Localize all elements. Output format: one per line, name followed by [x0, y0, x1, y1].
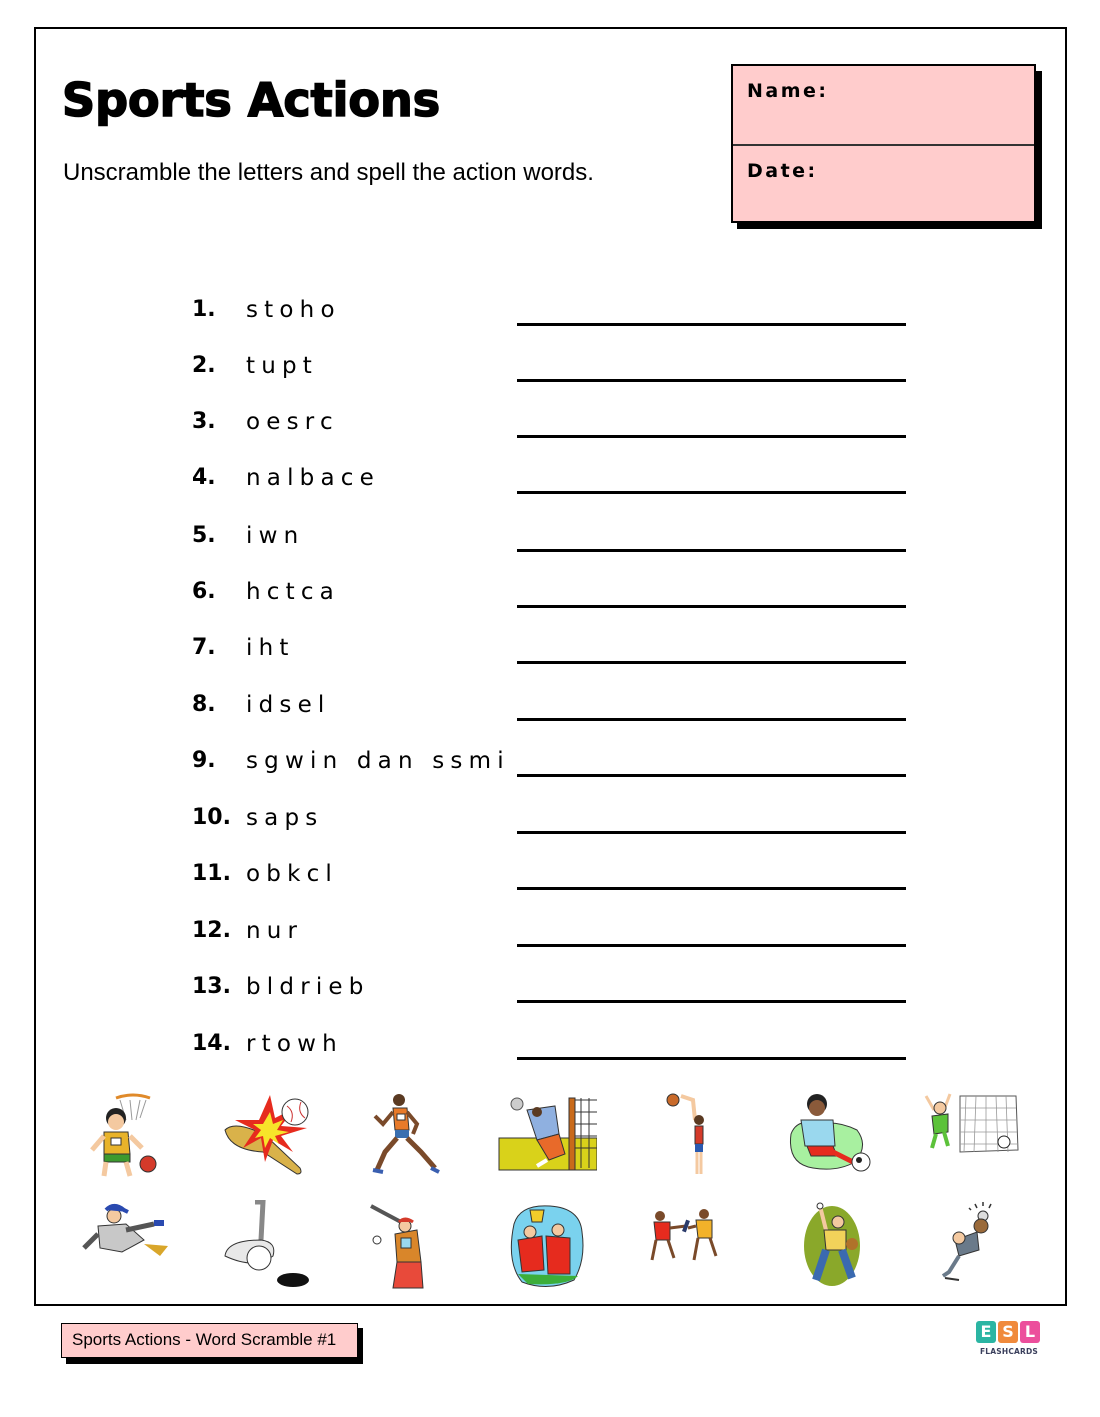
answer-line[interactable] [517, 549, 906, 552]
scrambled-word: tupt [246, 353, 319, 379]
date-field[interactable] [733, 144, 1034, 222]
answer-line[interactable] [517, 323, 906, 326]
date-label: Date: [747, 159, 818, 182]
baseball-catch-icon [925, 1200, 1025, 1290]
question-item [192, 859, 912, 899]
question-item [192, 577, 912, 617]
question-number: 2. [192, 353, 216, 378]
question-number: 13. [192, 974, 231, 999]
question-item [192, 295, 912, 335]
question-number: 4. [192, 465, 216, 490]
question-number: 5. [192, 523, 216, 548]
answer-line[interactable] [517, 718, 906, 721]
basketball-dribble-icon [78, 1090, 178, 1180]
basketball-shoot-icon [635, 1090, 735, 1180]
question-number: 10. [192, 805, 231, 830]
scrambled-word: obkcl [246, 861, 339, 887]
question-item [192, 407, 912, 447]
name-label: Name: [747, 80, 829, 102]
question-item [192, 690, 912, 730]
answer-line[interactable] [517, 831, 906, 834]
baseball-batter-swing-icon [357, 1200, 457, 1290]
baseball-pitcher-throw-icon [780, 1200, 880, 1290]
question-number: 6. [192, 579, 216, 604]
scrambled-word: nalbace [246, 465, 380, 491]
scrambled-word: nur [246, 918, 304, 944]
answer-line[interactable] [517, 605, 906, 608]
question-number: 1. [192, 297, 216, 322]
name-date-box [731, 64, 1036, 223]
scrambled-word: iwn [246, 523, 305, 549]
answer-line[interactable] [517, 379, 906, 382]
question-item [192, 521, 912, 561]
runner-icon [355, 1090, 455, 1180]
team-win-trophy-icon [498, 1200, 598, 1290]
name-field[interactable] [733, 66, 1034, 144]
logo-subtitle: FLASHCARDS [979, 1347, 1039, 1356]
footer-label: Sports Actions - Word Scramble #1 [61, 1323, 358, 1358]
relay-baton-pass-icon [640, 1200, 740, 1290]
instructions-text: Unscramble the letters and spell the action words. [63, 159, 594, 186]
question-number: 7. [192, 635, 216, 660]
answer-line[interactable] [517, 887, 906, 890]
logo-tile-l: L [1020, 1321, 1040, 1343]
scrambled-word: stoho [246, 297, 341, 323]
scrambled-word: bldrieb [246, 974, 370, 1000]
golf-putt-icon [215, 1200, 315, 1290]
logo-tile-e: E [976, 1321, 996, 1343]
volleyball-goalkeeper-icon [497, 1090, 597, 1180]
soccer-goal-score-icon [920, 1090, 1020, 1180]
question-number: 9. [192, 748, 216, 773]
scrambled-word: rtowh [246, 1031, 343, 1057]
answer-line[interactable] [517, 491, 906, 494]
question-item [192, 463, 912, 503]
scrambled-word: hctca [246, 579, 340, 605]
answer-line[interactable] [517, 774, 906, 777]
answer-line[interactable] [517, 1000, 906, 1003]
question-number: 3. [192, 409, 216, 434]
answer-line[interactable] [517, 1057, 906, 1060]
scrambled-word: sgwin dan ssmi [246, 748, 510, 774]
baseball-bat-hit-icon [215, 1090, 315, 1180]
soccer-kick-icon [777, 1090, 877, 1180]
question-number: 14. [192, 1031, 231, 1056]
answer-line[interactable] [517, 944, 906, 947]
question-item [192, 633, 912, 673]
question-item [192, 746, 912, 786]
question-item [192, 972, 912, 1012]
answer-line[interactable] [517, 661, 906, 664]
answer-line[interactable] [517, 435, 906, 438]
question-item [192, 351, 912, 391]
baseball-slide-icon [70, 1200, 170, 1290]
clipart-gallery [60, 1085, 1050, 1285]
logo-tile-s: S [998, 1321, 1018, 1343]
esl-flashcards-logo [976, 1321, 1042, 1363]
worksheet-title: Sports Actions [62, 73, 441, 127]
scrambled-word: iht [246, 635, 295, 661]
question-item [192, 803, 912, 843]
question-item [192, 916, 912, 956]
question-number: 11. [192, 861, 231, 886]
scrambled-word: idsel [246, 692, 331, 718]
question-number: 12. [192, 918, 231, 943]
scrambled-word: saps [246, 805, 324, 831]
question-item [192, 1029, 912, 1069]
scrambled-word: oesrc [246, 409, 339, 435]
question-number: 8. [192, 692, 216, 717]
